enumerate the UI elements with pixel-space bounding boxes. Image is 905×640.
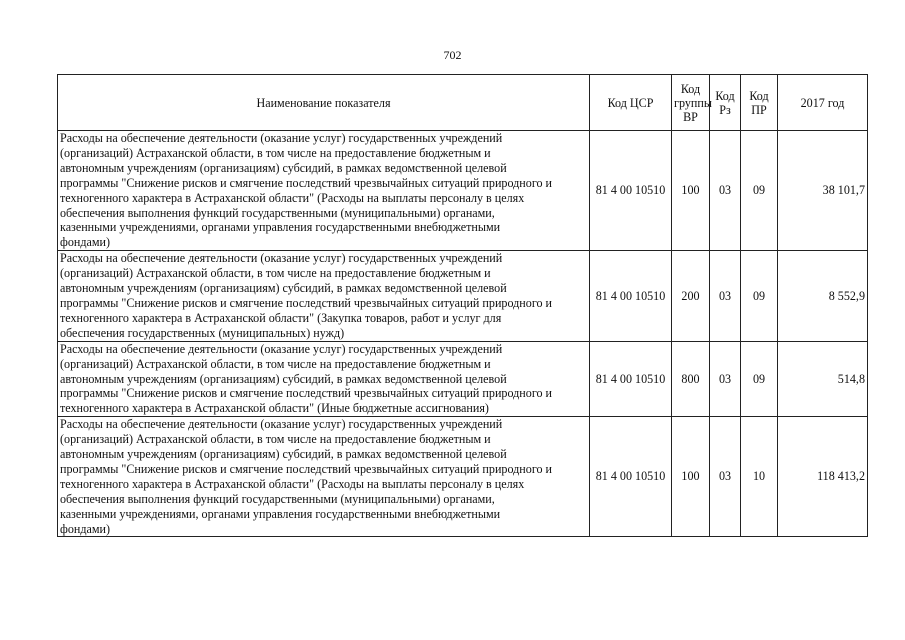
row-pr-code: 09	[741, 131, 778, 251]
row-rz-code: 03	[710, 417, 741, 537]
name-line: автономным учреждениям (организациям) субсидий, в рамках ведомственной целевой	[60, 447, 507, 462]
row-name-cell	[58, 251, 590, 341]
name-line: казенными учреждениями, органами управления государственными внебюджетными	[60, 506, 501, 521]
row-vr-code: 800	[672, 341, 710, 417]
row-vr-code: 200	[672, 251, 710, 341]
table-header-row	[58, 75, 868, 131]
header-pr-line: Код	[749, 88, 769, 103]
name-line: фондами)	[60, 521, 111, 536]
budget-table	[57, 74, 868, 537]
name-line: автономным учреждениям (организациям) субсидий, в рамках ведомственной целевой	[60, 371, 507, 386]
table-row	[58, 131, 868, 251]
header-vr	[672, 75, 710, 131]
row-pr-code: 09	[741, 251, 778, 341]
name-line: техногенного характера в Астраханской области" (Иные бюджетные ассигнования)	[60, 401, 489, 416]
row-amount: 8 552,9	[778, 251, 868, 341]
row-name-cell	[58, 341, 590, 417]
header-rz-line: Код	[715, 88, 735, 103]
table-row	[58, 417, 868, 537]
row-vr-code: 100	[672, 417, 710, 537]
row-csr-code: 81 4 00 10510	[590, 131, 672, 251]
name-line: программы "Снижение рисков и смягчение последствий чрезвычайных ситуаций природного и	[60, 386, 553, 401]
header-year: 2017 год	[778, 75, 868, 131]
header-pr	[741, 75, 778, 131]
name-line: программы "Снижение рисков и смягчение последствий чрезвычайных ситуаций природного и	[60, 295, 553, 310]
name-line: Расходы на обеспечение деятельности (оказание услуг) государственных учреждений	[60, 251, 503, 266]
name-line: техногенного характера в Астраханской области" (Закупка товаров, работ и услуг для	[60, 310, 502, 325]
row-rz-code: 03	[710, 131, 741, 251]
name-line: автономным учреждениям (организациям) субсидий, в рамках ведомственной целевой	[60, 160, 507, 175]
row-rz-code: 03	[710, 341, 741, 417]
name-line: программы "Снижение рисков и смягчение последствий чрезвычайных ситуаций природного и	[60, 461, 553, 476]
name-line: автономным учреждениям (организациям) субсидий, в рамках ведомственной целевой	[60, 281, 507, 296]
name-line: обеспечения выполнения функций государственными (муниципальными) органами,	[60, 205, 495, 220]
name-line: Расходы на обеспечение деятельности (оказание услуг) государственных учреждений	[60, 131, 503, 145]
row-pr-code: 10	[741, 417, 778, 537]
header-csr: Код ЦСР	[590, 75, 672, 131]
name-line: (организаций) Астраханской области, в том числе на предоставление бюджетным и	[60, 432, 491, 447]
name-line: (организаций) Астраханской области, в том числе на предоставление бюджетным и	[60, 266, 491, 281]
header-pr-line: ПР	[751, 102, 767, 117]
header-rz	[710, 75, 741, 131]
name-line: фондами)	[60, 235, 111, 250]
row-amount: 514,8	[778, 341, 868, 417]
row-name-cell	[58, 131, 590, 251]
header-rz-line: Рз	[719, 102, 731, 117]
name-line: техногенного характера в Астраханской области" (Расходы на выплаты персоналу в целях	[60, 190, 525, 205]
header-vr-line: Код	[680, 81, 701, 96]
name-line: Расходы на обеспечение деятельности (оказание услуг) государственных учреждений	[60, 417, 503, 432]
name-line: (организаций) Астраханской области, в том числе на предоставление бюджетным и	[60, 356, 491, 371]
row-amount: 38 101,7	[778, 131, 868, 251]
row-vr-code: 100	[672, 131, 710, 251]
name-line: обеспечения государственных (муниципальных) нужд)	[60, 325, 345, 340]
row-rz-code: 03	[710, 251, 741, 341]
page-number: 702	[443, 48, 462, 62]
row-csr-code: 81 4 00 10510	[590, 341, 672, 417]
header-vr-line: ВР	[683, 109, 698, 124]
table-row	[58, 341, 868, 417]
name-line: обеспечения выполнения функций государственными (муниципальными) органами,	[60, 491, 495, 506]
name-line: программы "Снижение рисков и смягчение последствий чрезвычайных ситуаций природного и	[60, 175, 553, 190]
row-csr-code: 81 4 00 10510	[590, 251, 672, 341]
row-name-cell	[58, 417, 590, 537]
row-amount: 118 413,2	[778, 417, 868, 537]
header-name: Наименование показателя	[58, 75, 590, 131]
header-vr-line: группы	[674, 95, 712, 110]
row-csr-code: 81 4 00 10510	[590, 417, 672, 537]
name-line: техногенного характера в Астраханской области" (Расходы на выплаты персоналу в целях	[60, 476, 525, 491]
name-line: Расходы на обеспечение деятельности (оказание услуг) государственных учреждений	[60, 341, 503, 356]
name-line: (организаций) Астраханской области, в том числе на предоставление бюджетным и	[60, 145, 491, 160]
row-pr-code: 09	[741, 341, 778, 417]
name-line: казенными учреждениями, органами управления государственными внебюджетными	[60, 220, 501, 235]
table-row	[58, 251, 868, 341]
